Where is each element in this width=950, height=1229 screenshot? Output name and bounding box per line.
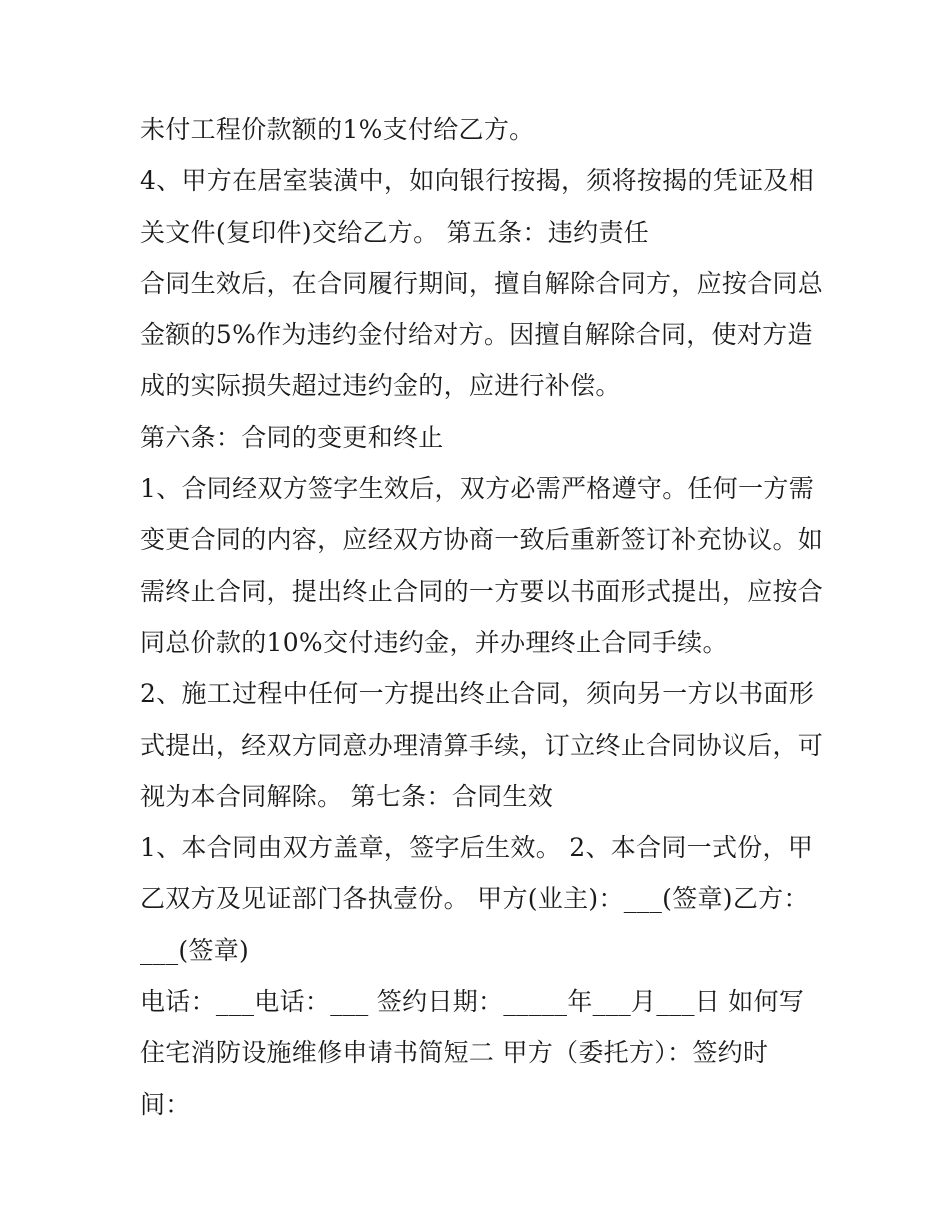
text-line: 1、合同经双方签字生效后，双方必需严格遵守。任何一方需 (140, 474, 815, 504)
text-line: 乙双方及见证部门各执壹份。 甲方(业主)：___(签章)乙方： (140, 884, 809, 914)
text-line: ___(签章) (140, 935, 250, 965)
text-line: 4、甲方在居室装潢中，如向银行按揭，须将按揭的凭证及相 (140, 166, 815, 196)
text-line: 2、施工过程中任何一方提出终止合同，须向另一方以书面形 (140, 679, 815, 709)
text-line: 视为本合同解除。 第七条：合同生效 (140, 781, 554, 811)
text-line: 电话：___电话：___ 签约日期：_____年___月___日 如何写 (140, 987, 805, 1017)
text-line: 未付工程价款额的1%支付给乙方。 (140, 115, 535, 144)
text-line: 间： (140, 1089, 191, 1119)
text-line: 1、本合同由双方盖章，签字后生效。 2、本合同一式份，甲 (140, 833, 814, 863)
text-line: 成的实际损失超过违约金的，应进行补偿。 (140, 371, 621, 401)
text-line: 变更合同的内容，应经双方协商一致后重新签订补充协议。如 (140, 525, 824, 555)
text-line: 住宅消防设施维修申请书简短二 甲方（委托方）：签约时 (140, 1038, 769, 1068)
text-line: 金额的5%作为违约金付给对方。因擅自解除合同，使对方造 (140, 320, 813, 350)
text-line: 关文件(复印件)交给乙方。 第五条：违约责任 (140, 217, 650, 247)
text-line: 合同生效后，在合同履行期间，擅自解除合同方，应按合同总 (140, 268, 824, 298)
text-line: 同总价款的10%交付违约金，并办理终止合同手续。 (140, 627, 728, 657)
text-line: 需终止合同，提出终止合同的一方要以书面形式提出，应按合 (140, 576, 824, 606)
document-body (140, 104, 824, 1130)
section-heading: 第六条：合同的变更和终止 (140, 422, 444, 452)
text-line: 式提出，经双方同意办理清算手续，订立终止合同协议后，可 (140, 730, 824, 760)
